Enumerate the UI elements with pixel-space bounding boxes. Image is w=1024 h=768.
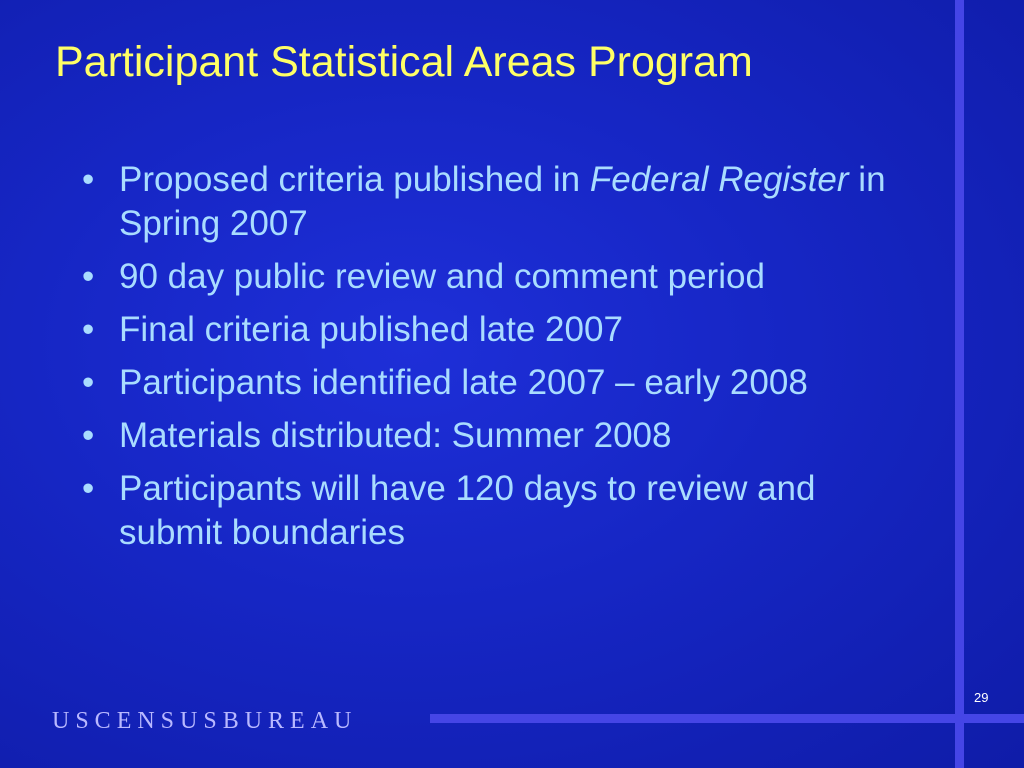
bullet-text: 90 day public review and comment period <box>119 257 765 296</box>
bullet-marker: • <box>82 469 95 508</box>
bullet-text <box>119 158 912 246</box>
census-bureau-logo: USCENSUSBUREAU <box>52 708 358 734</box>
slide-title: Participant Statistical Areas Program <box>55 38 753 86</box>
bullet-text: Participants identified late 2007 – early 2008 <box>119 363 808 402</box>
bullet-text-italic: Federal Register <box>589 160 849 199</box>
bullet-marker: • <box>82 363 95 402</box>
bullet-item <box>82 158 912 246</box>
bullet-marker: • <box>82 310 95 349</box>
bullet-item <box>82 308 912 352</box>
bullet-list <box>82 158 912 564</box>
bullet-text-part: in Spring 2007 <box>119 160 886 243</box>
bullet-item <box>82 361 912 405</box>
bullet-item <box>82 414 912 458</box>
vertical-accent-line <box>955 0 964 768</box>
horizontal-accent-line <box>430 714 1024 723</box>
bullet-item <box>82 467 912 555</box>
bullet-text: Final criteria published late 2007 <box>119 310 623 349</box>
bullet-text-part: Proposed criteria published in <box>119 160 590 199</box>
bullet-marker: • <box>82 160 95 199</box>
bullet-marker: • <box>82 416 95 455</box>
bullet-item <box>82 255 912 299</box>
bullet-marker: • <box>82 257 95 296</box>
slide-number: 29 <box>974 690 989 705</box>
bullet-text: Participants will have 120 days to review and submit boundaries <box>119 469 816 552</box>
bullet-text: Materials distributed: Summer 2008 <box>119 416 672 455</box>
